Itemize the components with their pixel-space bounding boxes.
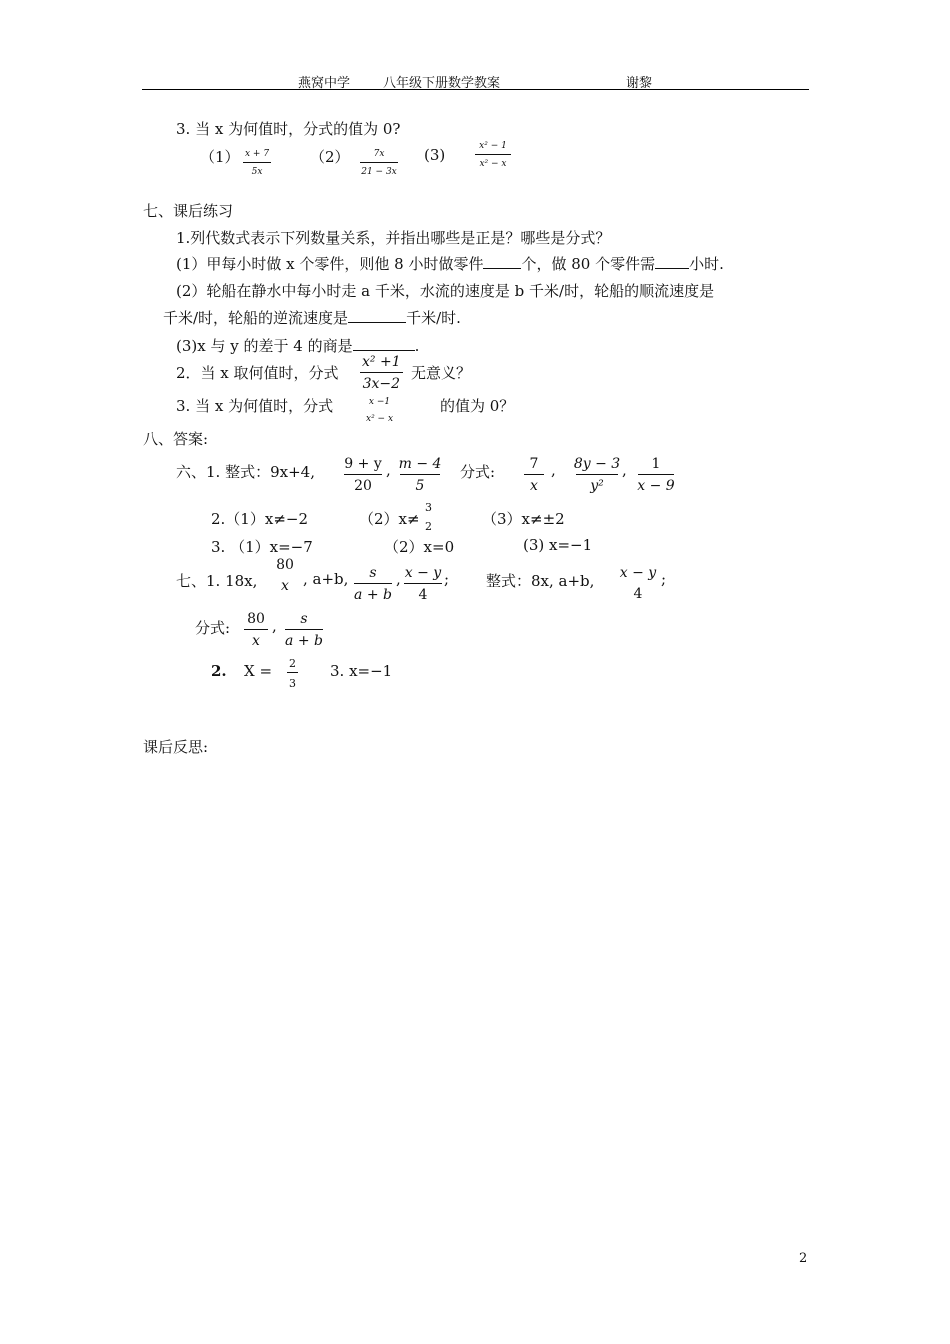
frac-numerator: 9 + y <box>344 456 382 472</box>
comma: , <box>272 617 277 635</box>
page-number: 2 <box>799 1251 808 1266</box>
frac-denominator: 5x <box>251 167 263 177</box>
sec7-q3-frac <box>364 398 395 424</box>
frac-numerator: x − y <box>404 565 442 581</box>
a6-1-frac3 <box>524 457 544 493</box>
q1a-mid: 个，做 80 个零件需 <box>521 255 656 273</box>
header-title: 八年级下册数学教案 <box>383 76 501 91</box>
a6-1-frac4 <box>573 456 621 494</box>
frac-numerator: m − 4 <box>398 456 442 472</box>
answer-blank <box>348 308 406 323</box>
frac-numerator: s <box>300 611 308 627</box>
a7-1-frac2 <box>354 566 392 602</box>
q1c-text: (3)x 与 y 的差于 4 的商是 <box>176 337 353 355</box>
a6-1-frac2 <box>400 457 440 493</box>
frac-numerator: 3 <box>425 501 432 514</box>
q1a-text: (1）甲每小时做 x 个零件，则他 8 小时做零件 <box>176 255 484 273</box>
reflection-label: 课后反思: <box>143 738 209 756</box>
frac-numerator: x² +1 <box>362 354 401 370</box>
frac-denominator: 3x−2 <box>362 376 401 392</box>
frac-numerator: 8y − 3 <box>573 456 621 472</box>
frac-numerator: 7 <box>529 456 539 472</box>
comma: , <box>396 570 401 588</box>
section-7-title: 七、课后练习 <box>143 202 234 220</box>
frac-numerator: 7x <box>373 149 385 159</box>
semicolon: ; <box>444 570 450 588</box>
a7-1-frac3 <box>404 566 442 602</box>
a6-3-p3: (3) x=−1 <box>523 536 593 554</box>
a7-2-text: X = <box>244 662 273 680</box>
answer-blank <box>655 254 689 269</box>
comma: , <box>386 461 391 479</box>
frac-denominator: x <box>281 578 289 594</box>
sec7-q2-frac <box>360 355 403 391</box>
frac-numerator: x − y <box>619 565 657 581</box>
answer-blank <box>353 336 415 351</box>
frac-denominator: x <box>252 633 260 649</box>
a6-1-frac1 <box>344 457 382 493</box>
top-q3-p1: （1） <box>200 148 240 166</box>
a7-2-frac <box>287 658 298 689</box>
top-q3-text: 3. 当 x 为何值时，分式的值为 0? <box>176 120 401 138</box>
top-q3-frac2 <box>360 150 398 177</box>
comma: , <box>622 461 627 479</box>
frac-numerator: x + 7 <box>245 149 270 159</box>
sec7-q1: 1.列代数式表示下列数量关系，并指出哪些是正是？哪些是分式？ <box>176 229 611 247</box>
q1b-post: 千米/时. <box>406 309 461 327</box>
a6-1-label: 六、1. 整式：9x+4, <box>176 463 315 481</box>
frac-numerator: 80 <box>247 611 265 627</box>
top-q3-p3: (3) <box>424 146 446 164</box>
section-8-title: 八、答案: <box>143 430 209 448</box>
frac-denominator: y² <box>590 478 604 494</box>
frac-denominator: a + b <box>285 633 323 649</box>
sec7-q3-text: 3. 当 x 为何值时，分式 <box>176 397 334 415</box>
frac-denominator: 4 <box>633 586 643 602</box>
frac-denominator: a + b <box>354 587 392 603</box>
header-rule <box>142 89 809 90</box>
a6-3-p2: （2）x=0 <box>384 538 455 556</box>
frac-denominator: 4 <box>418 587 428 603</box>
a7-1-label: 七、1. 18x, <box>176 572 258 590</box>
a6-2-p2: （2）x≠ <box>359 510 420 528</box>
q1b-text: 千米/时，轮船的逆流速度是 <box>163 309 349 327</box>
sec7-q1c <box>176 335 419 356</box>
sec7-q1b-line1: (2）轮船在静水中每小时走 a 千米，水流的速度是 b 千米/时，轮船的顺流速度是 <box>176 282 715 300</box>
a6-2-frac <box>423 502 434 532</box>
top-q3-frac1 <box>243 150 271 177</box>
a7-1-frac4 <box>619 566 657 601</box>
answer-blank <box>483 254 521 269</box>
a6-1-frac-label: 分式: <box>460 463 496 481</box>
a7-1-int-label: 整式：8x, a+b, <box>486 572 595 590</box>
frac-numerator: 1 <box>651 456 661 472</box>
a7-2-label: 2. <box>211 662 227 680</box>
a6-3-p1: 3. （1）x=−7 <box>211 538 313 556</box>
a7-1-frac1 <box>274 558 296 593</box>
semicolon: ; <box>661 570 667 588</box>
a7-1-ab: , a+b, <box>303 570 349 588</box>
frac-denominator: x² − x <box>479 159 507 169</box>
sec7-q1a <box>176 253 724 274</box>
frac-denominator: x² − x <box>366 414 394 424</box>
a7-1-frac-label: 分式: <box>195 619 231 637</box>
frac-denominator: x − 9 <box>637 478 675 494</box>
a6-2-p3: （3）x≠±2 <box>482 510 565 528</box>
frac-denominator: x <box>530 478 538 494</box>
frac-numerator: 2 <box>289 657 296 670</box>
sec7-q2-post: 无意义？ <box>411 364 472 382</box>
a6-2-p1: 2.（1）x≠−2 <box>211 510 308 528</box>
comma: , <box>551 461 556 479</box>
frac-numerator: x −1 <box>368 397 391 407</box>
a7-3-text: 3. x=−1 <box>330 662 393 680</box>
frac-denominator: 5 <box>415 478 425 494</box>
a7-1-frac5 <box>244 612 268 648</box>
sec7-q2-text: 2．当 x 取何值时，分式 <box>176 364 339 382</box>
header-author: 谢黎 <box>626 76 653 91</box>
sec7-q1b-line2 <box>163 307 461 328</box>
header-school: 燕窝中学 <box>298 76 351 91</box>
frac-denominator: 21 − 3x <box>361 167 397 177</box>
q1c-post: . <box>414 337 420 355</box>
frac-numerator: 80 <box>276 557 294 573</box>
frac-denominator: 20 <box>354 478 372 494</box>
top-q3-p2: （2） <box>310 148 350 166</box>
sec7-q3-post: 的值为 0？ <box>440 397 515 415</box>
frac-denominator: 3 <box>289 677 296 690</box>
frac-denominator: 2 <box>425 520 432 533</box>
frac-numerator: s <box>369 565 377 581</box>
a6-1-frac5 <box>638 457 674 493</box>
a7-1-frac6 <box>285 612 323 648</box>
q1a-post: 小时. <box>689 255 724 273</box>
top-q3-frac3 <box>475 142 511 169</box>
frac-numerator: x² − 1 <box>479 141 507 151</box>
